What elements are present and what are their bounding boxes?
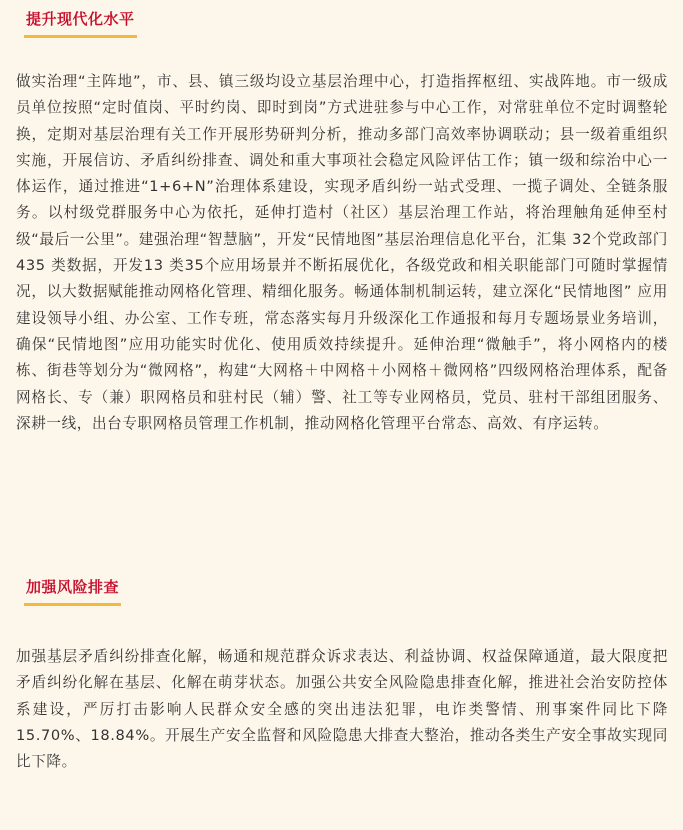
section-heading-modernization: 提升现代化水平 — [24, 9, 137, 38]
section-paragraph-modernization: 做实治理“主阵地”，市、县、镇三级均设立基层治理中心，打造指挥枢纽、实战阵地。市一级成员单位按照“定时值岗、平时约岗、即时到岗”方式进驻参与中心工作，对常驻单位不定时调整轮换，定期对基层治理有关工作开展形势研判分析，推动多部门高效率协调联动；县一级着重组织实施，开展信访、矛盾纠纷排查、调处和重大事项社会稳定风险评估工作；镇一级和综治中心一体运作，通过推进“1+6+N”治理体系建设，实现矛盾纠纷一站式受理、一揽子调处、全链条服务。以村级党群服务中心为依托，延伸打造村（社区）基层治理工作站，将治理触角延伸至村级“最后一公里”。建强治理“智慧脑”，开发“民情地图”基层治理信息化平台，汇集 32个党政部门 435 类数据，开发13 类35个应用场景并不断拓展优化，各级党政和相关职能部门可随时掌握情况，以大数据赋能推动网格化管理、精细化服务。畅通体制机制运转，建立深化“民情地图” 应用建设领导小组、办公室、工作专班，常态落实每月升级深化工作通报和每月专题场景业务培训，确保“民情地图”应用功能实时优化、使用质效持续提升。延伸治理“微触手”，将小网格内的楼栋、街巷等划分为“微网格”，构建“大网格＋中网格＋小网格＋微网格”四级网格治理体系，配备网格长、专（兼）职网格员和驻村民（辅）警、社工等专业网格员，党员、驻村干部组团服务、深耕一线，出台专职网格员管理工作机制，推动网格化管理平台常态、高效、有序运转。 — [16, 73, 668, 432]
section-heading-risk-screening: 加强风险排查 — [24, 577, 121, 606]
section-paragraph-risk-screening: 加强基层矛盾纠纷排查化解，畅通和规范群众诉求表达、利益协调、权益保障通道，最大限度把矛盾纠纷化解在基层、化解在萌芽状态。加强公共安全风险隐患排查化解，推进社会治安防控体系建设，严厉打击影响人民群众安全感的突出违法犯罪，电诈类警情、刑事案件同比下降15.70%、18.84%。开展生产安全监督和风险隐患大排查大整治，推动各类生产安全事故实现同比下降。 — [16, 648, 668, 771]
